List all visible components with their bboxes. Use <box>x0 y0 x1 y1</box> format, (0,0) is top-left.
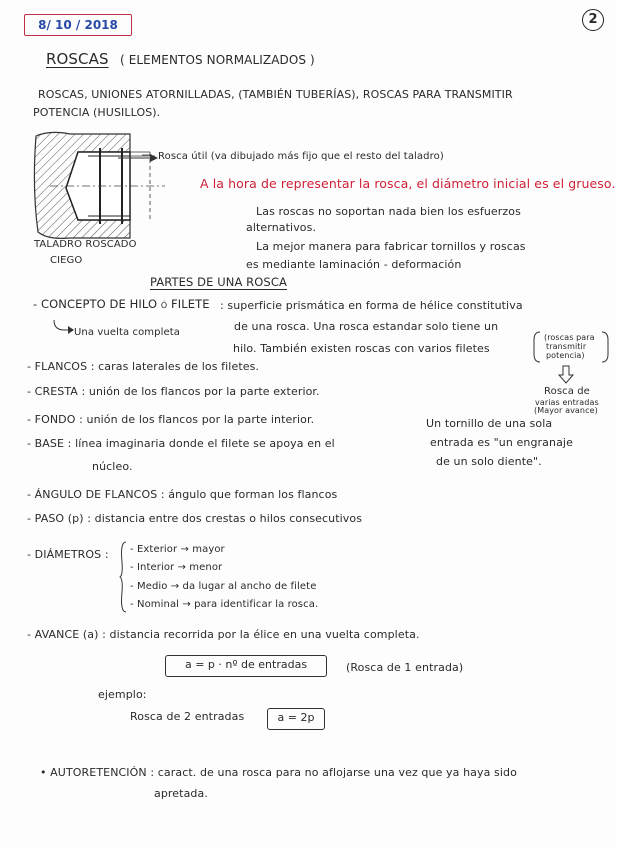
hilo-line-3: hilo. También existen roscas con varios filetes <box>233 342 490 355</box>
page-subtitle: ( ELEMENTOS NORMALIZADOS ) <box>120 53 315 67</box>
example-formula-box: a = 2p <box>267 708 325 730</box>
figure-caption-line-2: CIEGO <box>50 255 83 266</box>
highlight-note: A la hora de representar la rosca, el diámetro inicial es el grueso. <box>200 176 616 191</box>
threaded-hole-diagram <box>30 128 190 248</box>
diametro-interior: - Interior → menor <box>130 562 223 573</box>
hilo-line-1: : superficie prismática en forma de hélice constitutiva <box>220 299 523 312</box>
def-cresta: - CRESTA : unión de los flancos por la parte exterior. <box>27 385 320 398</box>
def-base-line-2: núcleo. <box>92 460 133 473</box>
autoretencion-line-2: apretada. <box>154 787 208 800</box>
def-base-line-1: - BASE : línea imaginaria donde el filete se apoya en el <box>27 437 335 450</box>
side-note-1: Un tornillo de una sola <box>426 417 553 430</box>
example-text: Rosca de 2 entradas <box>130 710 245 723</box>
hilo-term-text: CONCEPTO DE HILO ó FILETE <box>41 297 210 311</box>
avance-formula-note: (Rosca de 1 entrada) <box>346 661 464 674</box>
section-title: PARTES DE UNA ROSCA <box>150 275 287 289</box>
hilo-term: - CONCEPTO DE HILO ó FILETE <box>33 297 210 311</box>
diametro-medio: - Medio → da lugar al ancho de filete <box>130 581 317 592</box>
date-box: 8/ 10 / 2018 <box>24 14 132 36</box>
def-fondo: - FONDO : unión de los flancos por la parte interior. <box>27 413 315 426</box>
figure-caption-line-1: TALADRO ROSCADO <box>34 239 137 250</box>
callout-arrow <box>118 153 158 163</box>
hilo-line-2: de una rosca. Una rosca estandar solo tiene un <box>234 320 499 333</box>
def-angulo: - ÁNGULO DE FLANCOS : ángulo que forman los flancos <box>27 488 338 501</box>
bracket-note-3: potencia) <box>546 351 585 360</box>
avance-formula-box: a = p · nº de entradas <box>165 655 327 677</box>
hook-arrow-icon <box>52 320 74 336</box>
hilo-aside: Una vuelta completa <box>74 327 180 338</box>
diametros-label: - DIÁMETROS : <box>27 548 109 561</box>
intro-line-1: ROSCAS, UNIONES ATORNILLADAS, (TAMBIÉN TUBERÍAS), ROSCAS PARA TRANSMITIR <box>38 88 513 101</box>
bracket-note-2: transmitir <box>546 342 587 351</box>
side-note-2: entrada es "un engranaje <box>430 436 573 449</box>
diametro-exterior: - Exterior → mayor <box>130 544 225 555</box>
side-arrow-note-2: varias entradas <box>535 398 599 407</box>
side-note-3: de un solo diente". <box>436 455 542 468</box>
note-line-4: es mediante laminación - deformación <box>246 258 462 271</box>
page-number: 2 <box>582 9 604 31</box>
autoretencion-line-1: • AUTORETENCIÓN : caract. de una rosca para no aflojarse una vez que ya haya sido <box>40 766 517 779</box>
avance-definition: - AVANCE (a) : distancia recorrida por la élice en una vuelta completa. <box>27 628 420 641</box>
figure-callout: Rosca útil (va dibujado más fijo que el resto del taladro) <box>158 151 444 162</box>
note-line-2: alternativos. <box>246 221 317 234</box>
bracket-note-1: (roscas para <box>544 333 595 342</box>
def-flancos: - FLANCOS : caras laterales de los filetes. <box>27 360 260 373</box>
side-arrow-note-1: Rosca de <box>544 386 590 397</box>
example-label: ejemplo: <box>98 688 147 701</box>
note-line-1: Las roscas no soportan nada bien los esfuerzos <box>256 205 521 218</box>
down-arrow-icon <box>559 366 573 384</box>
diametros-brace <box>120 542 128 612</box>
def-paso: - PASO (p) : distancia entre dos crestas o hilos consecutivos <box>27 512 363 525</box>
side-arrow-note-3: (Mayor avance) <box>534 406 598 415</box>
page-title: ROSCAS <box>46 50 109 68</box>
intro-line-2: POTENCIA (HUSILLOS). <box>33 106 161 119</box>
note-line-3: La mejor manera para fabricar tornillos y roscas <box>256 240 526 253</box>
diametro-nominal: - Nominal → para identificar la rosca. <box>130 599 319 610</box>
